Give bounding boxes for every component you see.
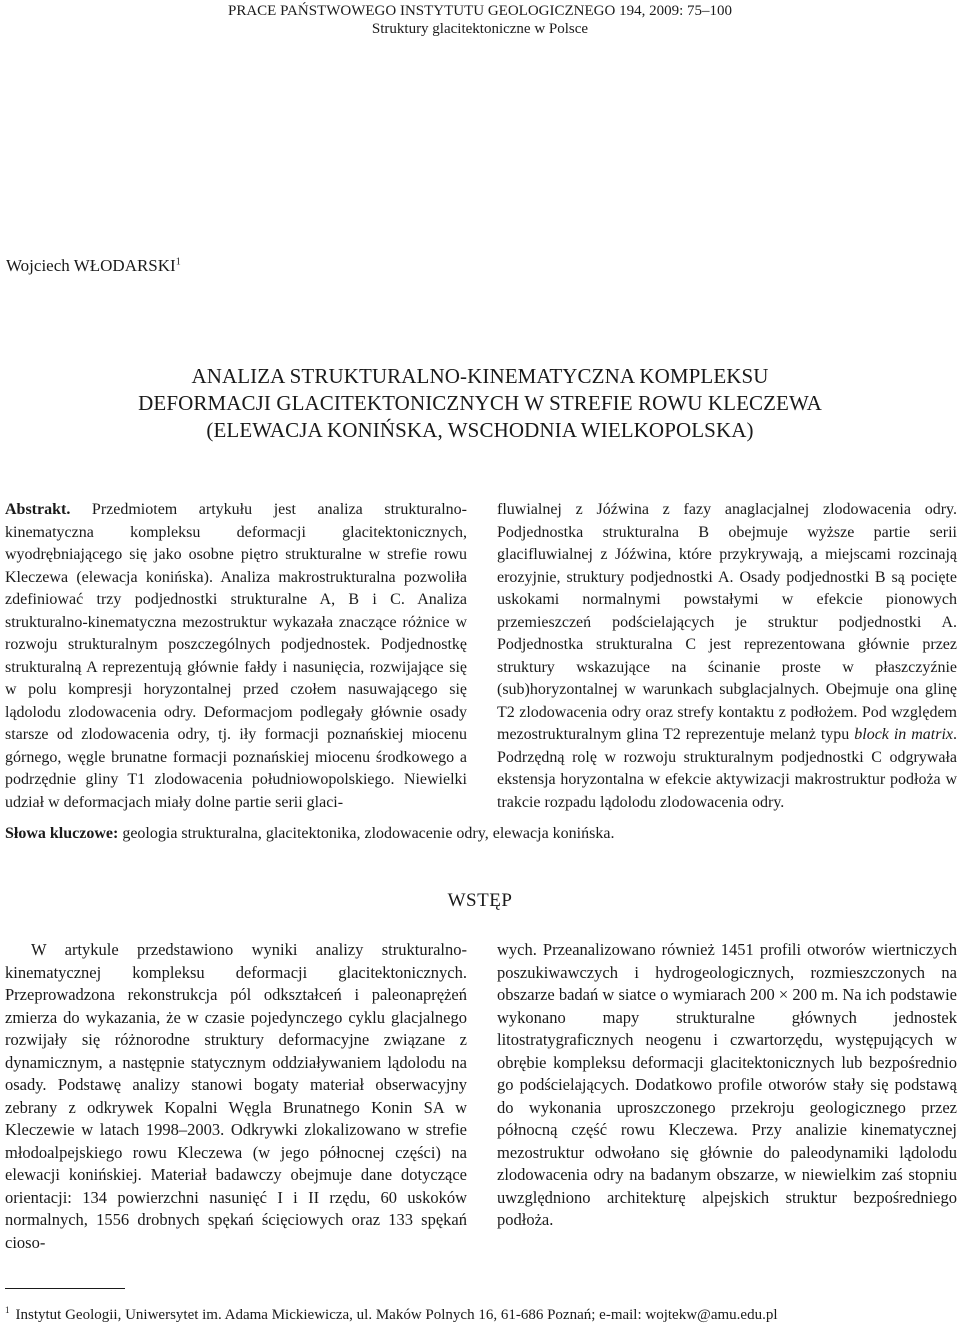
article-title [0, 363, 960, 444]
author [6, 256, 181, 276]
section-title: WSTĘP [447, 890, 513, 911]
title-line-3: (ELEWACJA KONIŃSKA, WSCHODNIA WIELKOPOLSKA) [206, 418, 754, 442]
abstract-text-right-2: . Podrzędną rolę w rozwoju strukturalnym podjednostki C odgrywała ekstensja horyzontalna w efekcie aktywizacji makrostruktur podłoża w trakcie rozpadu lądolodu zlodowacenia odry. [497, 726, 957, 811]
footnote [5, 1306, 955, 1324]
footnote-text: Instytut Geologii, Uniwersytet im. Adama Mickiewicza, ul. Maków Polnych 16, 61-686 Poznań; e-mail: wojtekw@amu.edu.pl [15, 1307, 778, 1323]
abstract-italic-term: block in matrix [854, 726, 953, 743]
abstract-right-column [497, 499, 957, 814]
journal-header: PRACE PAŃSTWOWEGO INSTYTUTU GEOLOGICZNEGO 194, 2009: 75–100 [227, 3, 732, 19]
body-text-right: wych. Przeanalizowano również 1451 profili otworów wiertniczych poszukiwawczych i hydrogeologicznych, rozmieszczonych na obszarze badań w siatce o wymiarach 200 × 200 m. Na ich podstawie wykonano mapy strukturalne głównych jednostek litostratygraficznych neogenu i czwartorzędu, występujących w obrębie kompleksu deformacji glacitektonicznych lub bezpośrednio go podścielających. Dodatkowo profile otworów stały się podstawą do wykonania uproszczonego przekroju geologicznego przez północną część rowu Kleczewa. Przy analizie kinematycznej mezostruktur odwołano się głównie do paleodynamiki lądolodu zlodowacenia odry na badanym obszarze, w niewielkim zaś stopniu uwzględniono architekturę alpejskich struktur bezpośredniego podłoża. [497, 940, 957, 1229]
body-right-column [497, 939, 957, 1232]
abstract-left-column [5, 499, 467, 814]
keywords [5, 824, 955, 844]
affiliation-mark: 1 [175, 256, 181, 268]
footnote-mark: 1 [5, 1305, 10, 1315]
series-header: Struktury glacitektoniczne w Polsce [371, 21, 589, 37]
body-text-left: W artykule przedstawiono wyniki analizy strukturalno-kinematycznej kompleksu deformacji glacitektonicznych. Przeprowadzona rekonstrukcja pól odkształceń i paleonaprężeń zmierza do wykazania, że w czasie pojedynczego cyklu glacjalnego rozwijały się różnorodne struktury deformacyjne związane z dynamicznym, a następnie statycznym oddziaływaniem lądolodu na osady. Podstawę analizy stanowi bogaty materiał obserwacyjny zebrany z odkrywek Kopalni Węgla Brunatnego Konin SA w Kleczewie w latach 1998–2003. Odkrywki zlokalizowano w strefie młodoalpejskiego rowu Kleczewa (w jego północnej części) na elewacji konińskiej. Materiał badawczy obejmuje dane dotyczące orientacji: 134 powierzchni nasunięć I i II rzędu, 60 uskoków normalnych, 1556 drobnych spękań ścięciowych oraz 133 spękań cioso- [5, 940, 467, 1252]
title-line-1: ANALIZA STRUKTURALNO-KINEMATYCZNA KOMPLEKSU [191, 364, 769, 388]
abstract-label: Abstrakt. [5, 501, 71, 518]
keywords-label: Słowa kluczowe: [5, 825, 119, 842]
abstract-text-left: Przedmiotem artykułu jest analiza strukturalno-kinematyczna kompleksu deformacji glacitektonicznych, wyodrębniającego się jako osobne piętro strukturalne w strefie rowu Kleczewa (elewacja konińska). Analiza makrostrukturalna pozwoliła zdefiniować trzy podjednostki strukturalne A, B i C. Analiza strukturalno-kinematyczna mezostruktur wykazała znaczące różnice w rozwoju strukturalnym poszczególnych podjednostek. Podjednostkę strukturalną A reprezentują głównie fałdy i nasunięcia, rozwijające się w polu kompresji horyzontalnej przed czołem nasuwającego się lądolodu zlodowacenia odry. Deformacjom podlegały głównie osady starsze od zlodowacenia odry, tj. iły formacji poznańskiej miocenu górnego, węgle brunatne formacji poznańskiej miocenu środkowego a podrzędnie gliny T1 zlodowacenia południowopolskiego. Niewielki udział w deformacjach miały dolne partie serii glaci- [5, 501, 468, 811]
keywords-text: geologia strukturalna, glacitektonika, zlodowacenie odry, elewacja konińska. [122, 825, 615, 842]
author-name: Wojciech WŁODARSKI [6, 256, 176, 275]
body-left-column [5, 939, 467, 1254]
footnote-rule [5, 1288, 125, 1289]
abstract-text-right-1: fluwialnej z Jóźwina z fazy anaglacjalnej zlodowacenia odry. Podjednostka strukturalna B obejmuje wyższe partie serii glacifluwialnej z Jóźwina, które przykrywają, a miejscami rozcinają erozyjnie, struktury podjednostki A. Osady podjednostki B są pocięte uskokami normalnymi powstałymi w efekcie pionowych przemieszczeń podścielających je struktur podjednostki A. Podjednostka strukturalna C jest reprezentowana głównie przez struktury wskazujące na ścinanie proste w płaszczyźnie (sub)horyzontalnej w warunkach subglacjalnych. Obejmuje ona glinę T2 zlodowacenia odry oraz strefy kontaktu z podłożem. Pod względem mezostrukturalnym glina T2 reprezentuje melanż typu [497, 501, 957, 743]
title-line-2: DEFORMACJI GLACITEKTONICZNYCH W STREFIE ROWU KLECZEWA [138, 391, 822, 415]
